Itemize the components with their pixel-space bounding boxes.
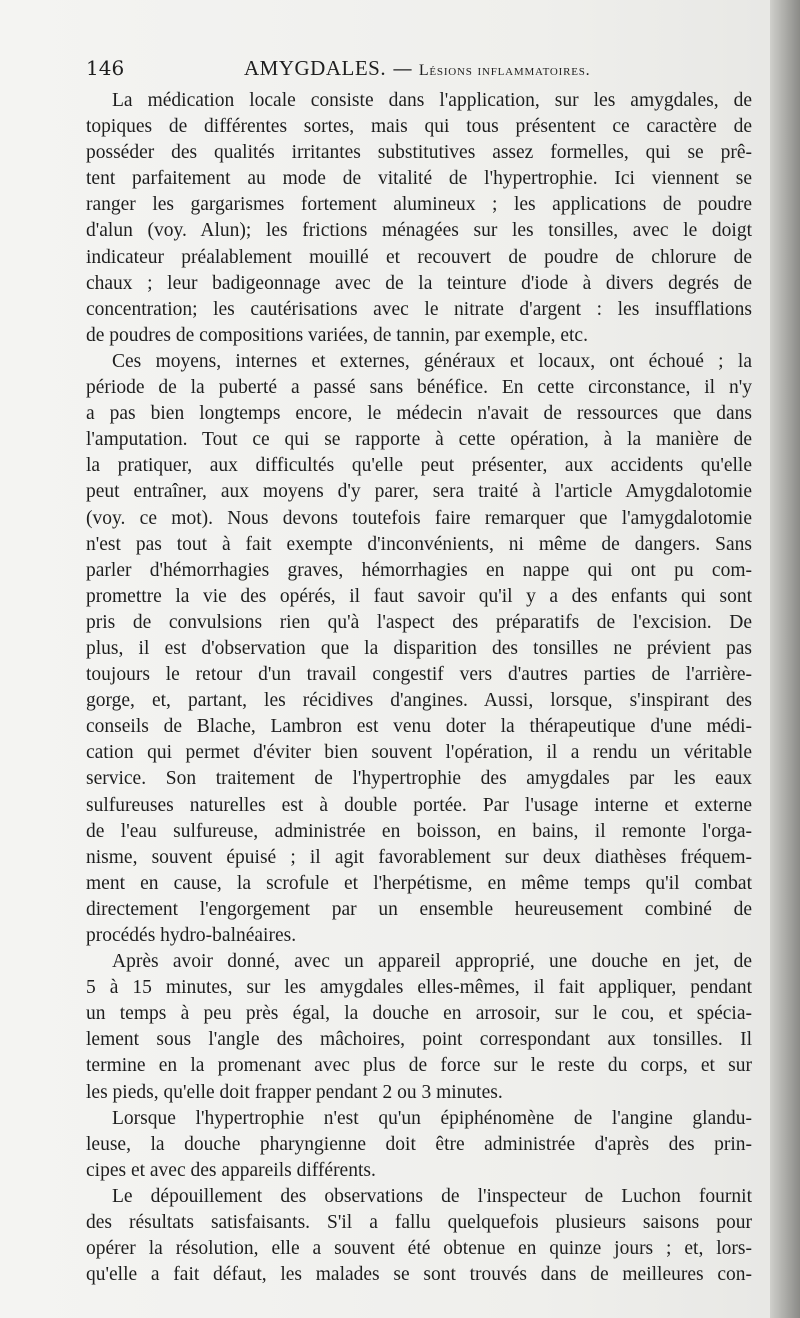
text-line: de poudres de compositions variées, de tannin, par exemple, etc. bbox=[86, 324, 588, 346]
text-line: procédés hydro-balnéaires. bbox=[86, 925, 297, 946]
text-line: les pieds, qu'elle doit frapper pendant 2 ou 3 minutes. bbox=[86, 1081, 503, 1103]
text-line: sulfureuses naturelles est à double portée. Par l'usage interne et externe bbox=[86, 794, 752, 816]
text-line: conseils de Blache, Lambron est venu doter la thérapeutique d'une médi- bbox=[86, 716, 752, 738]
text-line: des résultats satisfaisants. S'il a fallu quelquefois plusieurs saisons pour bbox=[86, 1212, 752, 1234]
text-line: 5 à 15 minutes, sur les amygdales elles-mêmes, il fait appliquer, pendant bbox=[86, 977, 752, 999]
text-line: indicateur préalablement mouillé et recouvert de poudre de chlorure de bbox=[86, 246, 752, 268]
text-line: promettre la vie des opérés, il faut savoir qu'il y a des enfants qui sont bbox=[86, 585, 752, 607]
text-line: l'amputation. Tout ce qui se rapporte à cette opération, à la manière de bbox=[86, 429, 752, 451]
running-head-separator: — bbox=[386, 56, 419, 80]
body-text bbox=[86, 88, 752, 1288]
text-line: La médication locale consiste dans l'application, sur les amygdales, de bbox=[112, 90, 752, 111]
text-line: nisme, souvent épuisé ; il agit favorablement sur deux diathèses fréquem- bbox=[86, 846, 752, 868]
text-line: toujours le retour d'un travail congestif vers d'autres parties de l'arrière- bbox=[86, 664, 752, 686]
text-line: peut entraîner, aux moyens d'y parer, sera traité à l'article Amygdalotomie bbox=[86, 481, 752, 503]
running-head-subtitle: Lésions inflammatoires. bbox=[418, 62, 591, 79]
text-line: Lorsque l'hypertrophie n'est qu'un épiphénomène de l'angine glandu- bbox=[112, 1107, 752, 1129]
text-line: ment en cause, la scrofule et l'herpétisme, en même temps qu'il combat bbox=[86, 872, 752, 894]
text-line: gorge, et, partant, les récidives d'angines. Aussi, lorsque, s'inspirant des bbox=[86, 690, 752, 712]
text-line: posséder des qualités irritantes substitutives assez formelles, qui se prê- bbox=[86, 142, 752, 164]
text-line: un temps à peu près égal, la douche en arrosoir, sur le cou, et spécia- bbox=[86, 1003, 752, 1025]
text-line: cation qui permet d'éviter bien souvent l'opération, il a rendu un véritable bbox=[86, 742, 752, 764]
text-line: opérer la résolution, elle a souvent été obtenue en quinze jours ; et, lors- bbox=[86, 1238, 752, 1260]
text-line: leuse, la douche pharyngienne doit être administrée d'après des prin- bbox=[86, 1133, 752, 1155]
text-line: Après avoir donné, avec un appareil approprié, une douche en jet, de bbox=[112, 951, 752, 973]
text-line: la pratiquer, aux difficultés qu'elle peut présenter, aux accidents qu'elle bbox=[86, 455, 752, 477]
text-line: a pas bien longtemps encore, le médecin n'avait de ressources que dans bbox=[86, 403, 752, 425]
text-line: service. Son traitement de l'hypertrophie des amygdales par les eaux bbox=[86, 768, 752, 790]
text-line: qu'elle a fait défaut, les malades se sont trouvés dans de meilleures con- bbox=[86, 1264, 752, 1286]
text-line: plus, il est d'observation que la disparition des tonsilles ne prévient pas bbox=[86, 637, 752, 659]
text-line: directement l'engorgement par un ensemble heureusement combiné de bbox=[86, 898, 752, 920]
running-head bbox=[244, 54, 590, 85]
text-line: parler d'hémorrhagies graves, hémorrhagies en nappe qui ont pu com- bbox=[86, 559, 752, 581]
text-line: tent parfaitement au mode de vitalité de l'hypertrophie. Ici viennent se bbox=[86, 168, 752, 190]
text-line: chaux ; leur badigeonnage avec de la teinture d'iode à divers degrés de bbox=[86, 272, 752, 294]
text-line: lement sous l'angle des mâchoires, point correspondant aux tonsilles. Il bbox=[86, 1029, 752, 1051]
text-line: n'est pas tout à fait exempte d'inconvénients, ni même de dangers. Sans bbox=[86, 533, 752, 555]
text-line: d'alun (voy. Alun); les frictions ménagées sur les tonsilles, avec le doigt bbox=[86, 220, 752, 242]
text-line: pris de convulsions rien qu'à l'aspect des préparatifs de l'excision. De bbox=[86, 611, 752, 633]
running-head-title: AMYGDALES. bbox=[244, 56, 387, 80]
text-line: période de la puberté a passé sans bénéfice. En cette circonstance, il n'y bbox=[86, 377, 752, 399]
text-line: Ces moyens, internes et externes, généraux et locaux, ont échoué ; la bbox=[112, 350, 752, 372]
text-line: cipes et avec des appareils différents. bbox=[86, 1159, 376, 1181]
page-number: 146 bbox=[86, 56, 125, 80]
text-line: concentration; les cautérisations avec le nitrate d'argent : les insufflations bbox=[86, 298, 752, 320]
book-gutter bbox=[770, 0, 800, 1318]
page-header bbox=[86, 54, 752, 82]
text-line: (voy. ce mot). Nous devons toutefois faire remarquer que l'amygdalotomie bbox=[86, 507, 752, 529]
text-line: termine en la promenant avec plus de force sur le reste du corps, et sur bbox=[86, 1055, 752, 1077]
text-line: ranger les gargarismes fortement alumineux ; les applications de poudre bbox=[86, 194, 752, 216]
text-line: de l'eau sulfureuse, administrée en boisson, en bains, il remonte l'orga- bbox=[86, 820, 752, 842]
text-line: Le dépouillement des observations de l'inspecteur de Luchon fournit bbox=[112, 1185, 752, 1207]
text-line: topiques de différentes sortes, mais qui tous présentent ce caractère de bbox=[86, 116, 752, 138]
